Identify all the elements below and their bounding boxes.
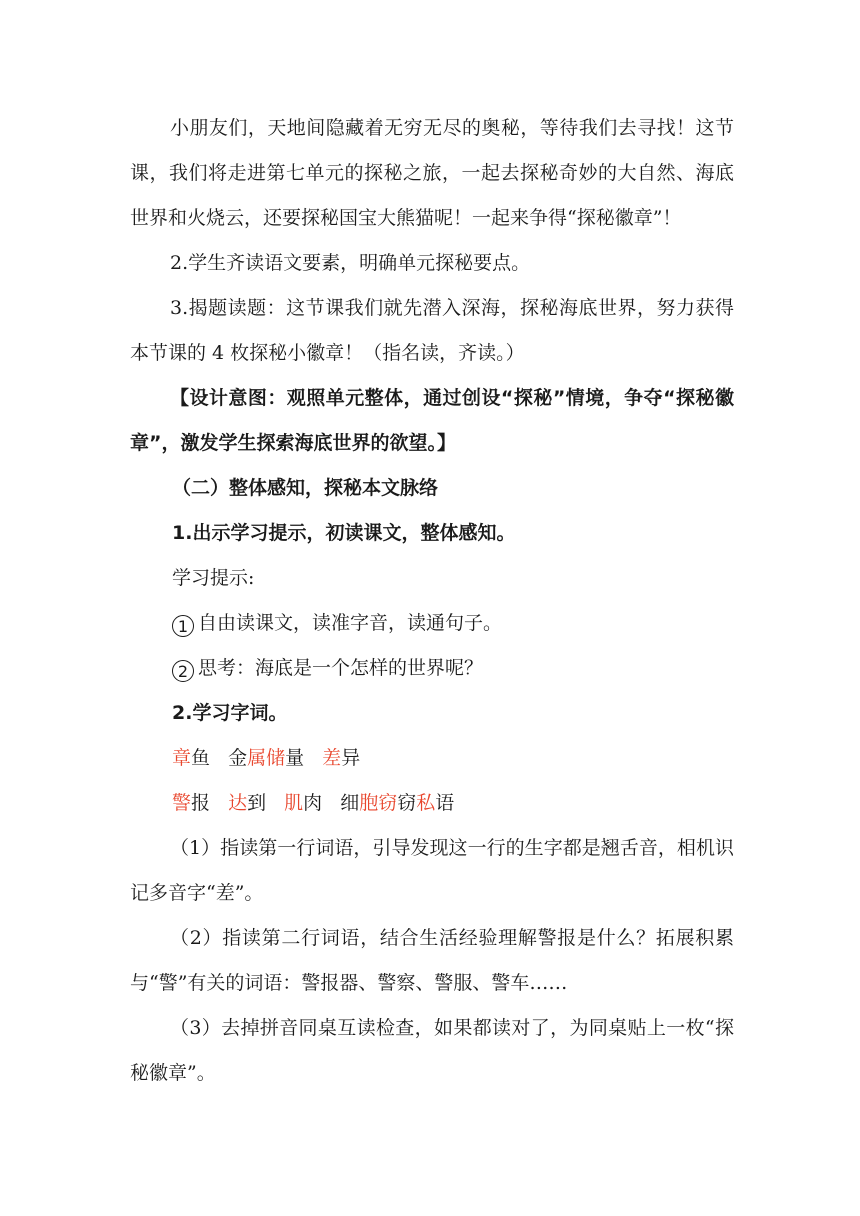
note-2-paragraph: （2）指读第二行词语，结合生活经验理解警报是什么？拓展积累与“警”有关的词语：警报器、警察、警服、警车……	[130, 927, 734, 994]
design-intent-paragraph: 【设计意图：观照单元整体，通过创设“探秘”情境，争夺“探秘徽章”，激发学生探索海底世界的欲望。】	[130, 387, 734, 454]
tip-2	[172, 646, 483, 691]
tips-label: 学习提示:	[172, 567, 255, 589]
step-2-paragraph: 2.学生齐读语文要素，明确单元探秘要点。	[170, 252, 531, 274]
step-3-paragraph: 3.揭题读题：这节课我们就先潜入深海，探秘海底世界，努力获得本节课的 4 枚探秘小徽章！（指名读，齐读。）	[130, 297, 734, 364]
word-row-1	[172, 736, 360, 781]
word-row-2	[172, 781, 454, 826]
word: 细胞窃窃私语	[340, 792, 455, 814]
section-heading: （二）整体感知，探秘本文脉络	[172, 477, 439, 499]
word: 警报	[172, 792, 211, 814]
circled-number-2: 2	[172, 660, 194, 682]
word: 差异	[322, 747, 361, 769]
word: 肌肉	[284, 792, 323, 814]
tip-1	[172, 601, 502, 646]
tip-2-text: 思考：海底是一个怎样的世界呢？	[198, 657, 484, 679]
step-1-heading: 1.出示学习提示，初读课文，整体感知。	[172, 522, 516, 544]
word: 金属储量	[228, 747, 305, 769]
intro-paragraph: 小朋友们，天地间隐藏着无穷无尽的奥秘，等待我们去寻找！这节课，我们将走进第七单元的探秘之旅，一起去探秘奇妙的大自然、海底世界和火烧云，还要探秘国宝大熊猫呢！一起来争得“探秘徽章”！	[130, 117, 734, 229]
word: 章鱼	[172, 747, 211, 769]
tip-1-text: 自由读课文，读准字音，读通句子。	[198, 612, 503, 634]
note-1-paragraph: （1）指读第一行词语，引导发现这一行的生字都是翘舌音，相机识记多音字“差”。	[130, 837, 734, 904]
circled-number-1: 1	[172, 615, 194, 637]
note-3-paragraph: （3）去掉拼音同桌互读检查，如果都读对了，为同桌贴上一枚“探秘徽章”。	[130, 1017, 734, 1084]
step-2-heading: 2.学习字词。	[172, 702, 288, 724]
word: 达到	[228, 792, 267, 814]
